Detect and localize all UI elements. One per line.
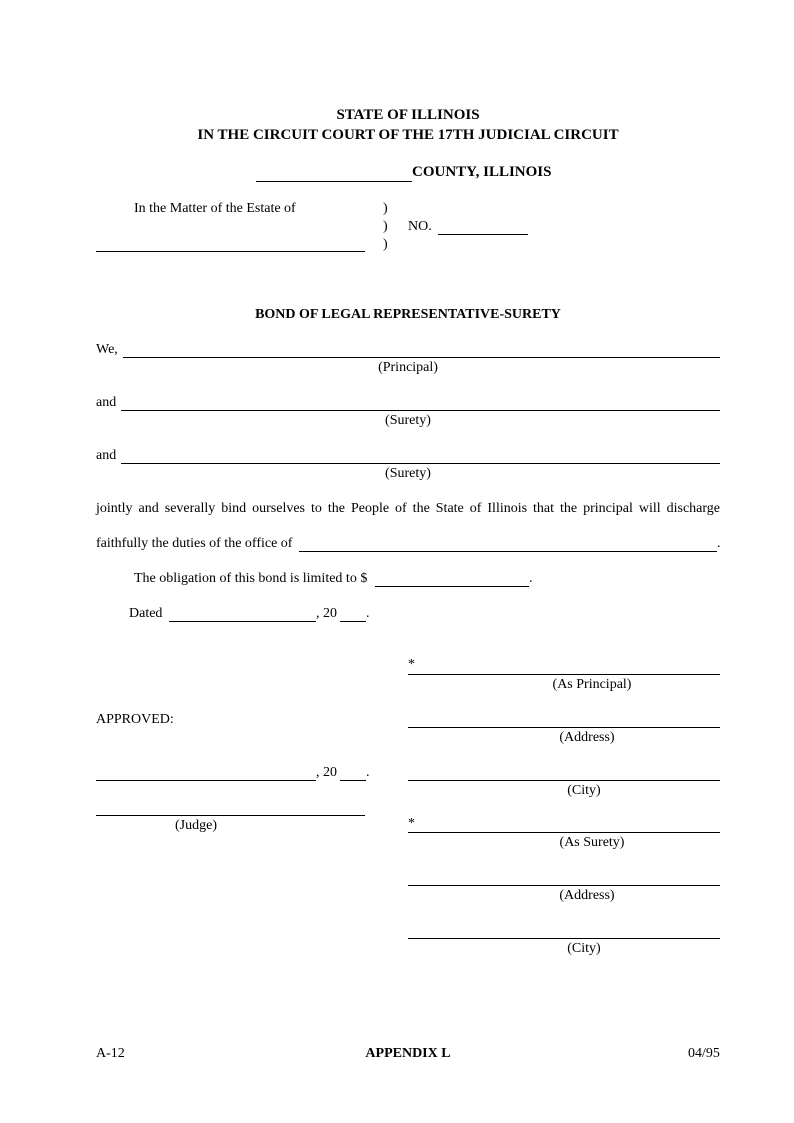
state-heading: STATE OF ILLINOIS <box>336 107 480 123</box>
principal-caption: (Principal) <box>378 360 438 375</box>
county-heading: COUNTY, ILLINOIS <box>412 164 552 180</box>
and-label-1: and <box>96 395 117 410</box>
approval-period: . <box>366 765 370 780</box>
principal-city-caption: (City) <box>567 783 601 798</box>
dated-year-prefix: , 20 <box>316 606 337 621</box>
obligation-label: The obligation of this bond is limited to $ <box>134 571 368 586</box>
surety-city-line[interactable] <box>408 938 720 939</box>
surety-line-2[interactable] <box>121 463 720 464</box>
case-number-label: NO. <box>408 219 432 234</box>
caption-paren-2: ) <box>383 219 388 234</box>
document-title: BOND OF LEGAL REPRESENTATIVE-SURETY <box>255 307 561 322</box>
appendix-label: APPENDIX L <box>365 1046 451 1061</box>
case-number-line[interactable] <box>438 234 528 235</box>
revision-date: 04/95 <box>688 1046 720 1061</box>
surety-signature-line[interactable] <box>408 832 720 833</box>
dated-period: . <box>366 606 370 621</box>
bond-paragraph: jointly and severally bind ourselves to the People of the State of Illinois that the principal will discharge <box>96 501 720 516</box>
we-label: We, <box>96 342 118 357</box>
judge-caption: (Judge) <box>175 818 217 833</box>
surety-address-caption: (Address) <box>559 888 615 903</box>
approval-year-line[interactable] <box>340 780 366 781</box>
principal-asterisk: * <box>408 657 415 672</box>
approved-label: APPROVED: <box>96 712 174 727</box>
principal-signature-line[interactable] <box>408 674 720 675</box>
bond-amount-period: . <box>529 571 533 586</box>
estate-matter-label: In the Matter of the Estate of <box>134 201 296 216</box>
bond-amount-line[interactable] <box>375 586 529 587</box>
county-name-line[interactable] <box>256 181 412 182</box>
caption-paren-3: ) <box>383 237 388 252</box>
page-number: A-12 <box>96 1046 125 1061</box>
as-surety-caption: (As Surety) <box>559 835 625 850</box>
dated-line[interactable] <box>169 621 316 622</box>
dated-year-line[interactable] <box>340 621 366 622</box>
dated-label: Dated <box>129 606 163 621</box>
principal-address-line[interactable] <box>408 727 720 728</box>
approval-year-prefix: , 20 <box>316 765 337 780</box>
estate-name-line[interactable] <box>96 251 365 252</box>
surety-asterisk: * <box>408 816 415 831</box>
principal-line[interactable] <box>123 357 720 358</box>
and-label-2: and <box>96 448 117 463</box>
surety-caption-2: (Surety) <box>385 466 431 481</box>
as-principal-caption: (As Principal) <box>552 677 632 692</box>
court-heading: IN THE CIRCUIT COURT OF THE 17TH JUDICIAL CIRCUIT <box>197 127 619 143</box>
office-period: . <box>717 536 721 551</box>
principal-city-line[interactable] <box>408 780 720 781</box>
caption-paren-1: ) <box>383 201 388 216</box>
judge-signature-line[interactable] <box>96 815 365 816</box>
surety-caption-1: (Surety) <box>385 413 431 428</box>
surety-city-caption: (City) <box>567 941 601 956</box>
principal-address-caption: (Address) <box>559 730 615 745</box>
surety-address-line[interactable] <box>408 885 720 886</box>
office-line[interactable] <box>299 551 717 552</box>
office-duties-label: faithfully the duties of the office of <box>96 536 293 551</box>
approval-date-line[interactable] <box>96 780 316 781</box>
surety-line-1[interactable] <box>121 410 720 411</box>
